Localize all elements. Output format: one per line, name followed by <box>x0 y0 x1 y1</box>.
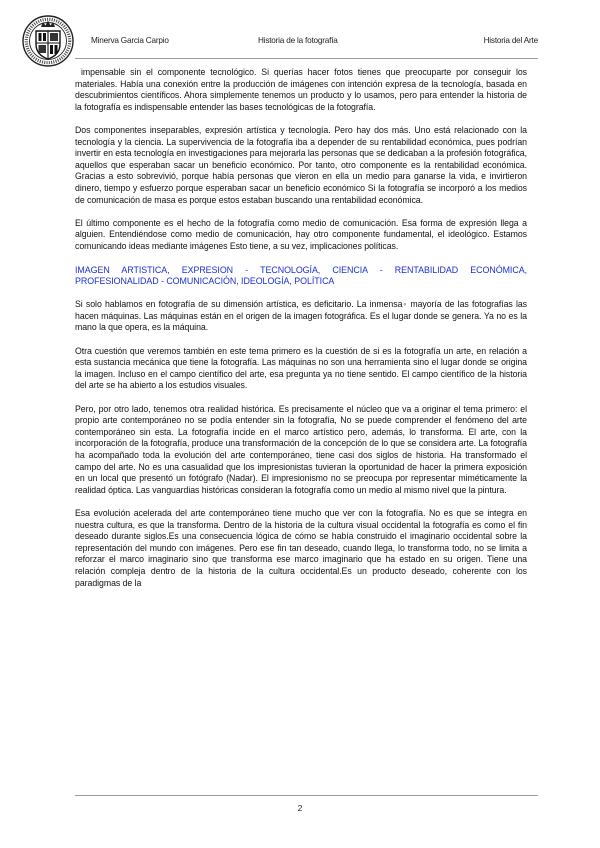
university-seal-logo <box>22 12 74 70</box>
header-divider <box>75 58 538 59</box>
header-author: Minerva Garcia Carpio <box>91 36 169 45</box>
paragraph-5: Otra cuestión que veremos también en este tema primero es la cuestión de si es la fotografía un arte, en relación a esta sustancia mecánica que tiene la fotografía. Las máquinas no son una herramienta sino el lugar donde se origina la imagen. Incluso en el campo científico del arte, esa pregunta ya no tiene sentido. El campo científico de la historia del arte se ha abierto a los estudios visuales. <box>75 345 527 391</box>
paragraph-6: Pero, por otro lado, tenemos otra realidad histórica. Es precisamente el núcleo que va a originar el tema primero: el propio arte contemporáneo no se podía entender sin la fotografía, No se puede comprender el fenómeno del arte contemporáneo sin esta. La fotografía incide en el marco artístico pero, además, lo transforma. El arte, con la incorporación de la fotografía, produce una transformación de la concepción de lo que se considera arte. La fotografía ha acompañado toda la evolución del arte contemporáneo, tiene casi dos siglos de historia. Ha transformado el campo del arte. No es una casualidad que los impresionistas tuvieran la oportunidad de hacer la primera exposición en un local que presentó un fotógrafo (Nadar). El impresionismo no se preocupa por representar miméticamente la realidad óptica. Las vanguardias históricas consideran la fotografía como un medio al mismo nivel que la pintura. <box>75 403 527 495</box>
paragraph-4: Si solo hablamos en fotografía de su dimensión artística, es deficitario. La inmensa◦ mayoría de las fotografías las hacen máquinas. Las máquinas están en el origen de la imagen fotográfica. Es el lugar donde se genera. Ya no es la mano la que opera, es la máquina. <box>75 299 527 333</box>
paragraph-7: Esa evolución acelerada del arte contemporáneo tiene mucho que ver con la fotografía. No es que se integra en nuestra cultura, es que la transforma. Dentro de la historia de la cultura visual occidental la fotografía es como el fin deseado durante siglos.Es una consecuencia lógica de cómo se había construido el imaginario occidental sobre la representación del mundo con imágenes. Pero ese fin tan deseado, cuando llega, lo transforma todo, no se limita a reforzar el marco imaginario sino que transforma ese marco imaginario que ha estado en su origen. Tiene una relación compleja dentro de la historia de la cultura occidental.Es un producto deseado, coherente con los paradigmas de la <box>75 507 527 588</box>
paragraph-1: impensable sin el componente tecnológico. Si querías hacer fotos tienes que preocuparte por conseguir los materiales. Había una conexión entre la producción de imágenes con intención expresa de la tecnología, basada en descubrimientos científicos. Ahora simplemente tenemos un producto y lo usamos, pero para entender la historia de la fotografía es indispensable entender las bases tecnológicas de la fotografía. <box>75 67 527 112</box>
document-body <box>75 67 527 601</box>
paragraph-2: Dos componentes inseparables, expresión artística y tecnología. Pero hay dos más. Uno está relacionado con la tecnología y la ciencia. La supervivencia de la fotografía iba a depender de su rentabilidad económica, pues podrían invertir en esta tecnología en investigaciones para mejorarla las personas que se dedicaban a la profesión fotográfica, aquellos que esperaban sacar un beneficio económico. Por tanto, otro componente es la rentabilidad económica. Gracias a esto sobrevivió, porque había personas que vieron en ella un medio para ganarse la vida, e invirtieron dinero, tiempo y esfuerzo porque esperaban sacar un beneficio económico Si la fotografía se incorporó a los medios de comunicación de masa es porque estos estaban buscando una rentabilidad económica. <box>75 124 527 205</box>
header-course: Historia del Arte <box>483 36 538 45</box>
header-title: Historia de la fotografía <box>258 36 338 45</box>
paragraph-3: El último componente es el hecho de la fotografía como medio de comunicación. Esa forma de expresión llega a alguien. Entendiéndose como medio de comunicación, hay otro componente fundamental, el ideológico. Estamos comunicando ideas mediante imágenes Esto tiene, a su vez, implicaciones políticas. <box>75 217 527 251</box>
footer-divider <box>75 795 538 796</box>
section-heading: IMAGEN ARTISTICA, EXPRESION - TECNOLOGÍA, CIENCIA - RENTABILIDAD ECONÓMICA, PROFESIONALIDAD - COMUNICACIÓN, IDEOLOGÍA, POLÍTICA <box>75 264 527 287</box>
page-number: 2 <box>297 803 303 813</box>
